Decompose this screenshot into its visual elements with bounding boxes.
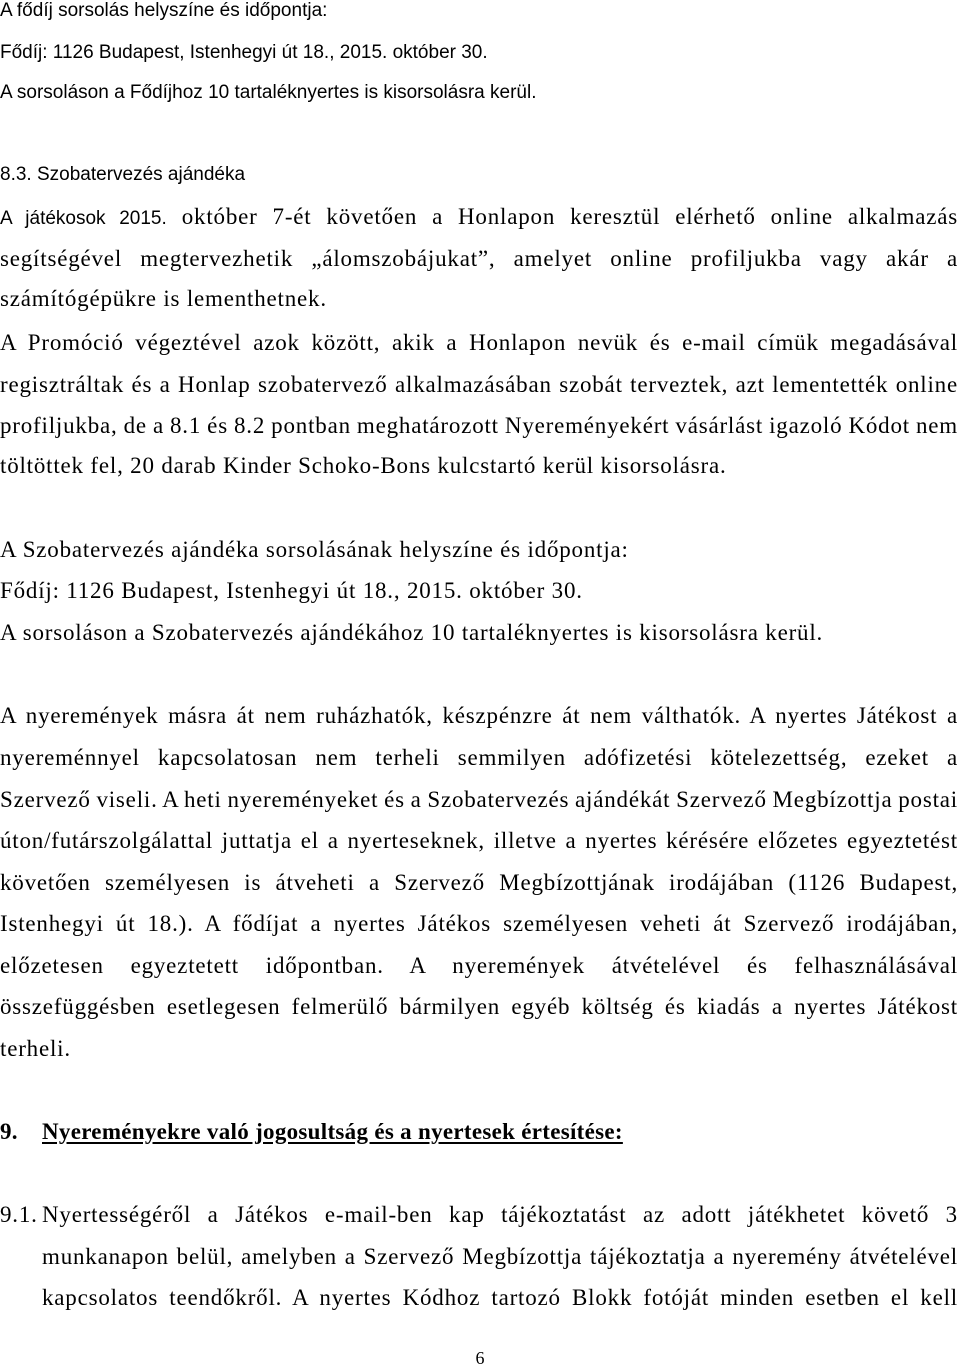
text-line: profiljukba, de a 8.1 és 8.2 pontban meghatározott Nyereményekért vásárlást igazoló Kódot nem (0, 412, 958, 438)
text-line: Istenhegyi út 18.). A fődíjat a nyertes Játékos személyesen veheti át Szervező irodájában, (0, 910, 958, 936)
page-number: 6 (475, 1348, 485, 1368)
text-line: Nyertességéről a Játékos e-mail-ben kap tájékoztatást az adott játékhetet követő 3 (42, 1201, 958, 1227)
text-line: munkanapon belül, amelyben a Szervező Megbízottja tájékoztatja a nyeremény átvételével (42, 1243, 958, 1269)
text-line: Szervező viseli. A heti nyereményeket és a Szobatervezés ajándékát Szervező Megbízottja postai (0, 786, 958, 812)
section-number: 9. (0, 1118, 18, 1144)
draw-heading: A fődíj sorsolás helyszíne és időpontja: (0, 0, 328, 21)
text-segment: október 7-ét követően a Honlapon keresztül elérhető online alkalmazás (181, 203, 958, 229)
text-line: összefüggésben esetlegesen felmerülő bármilyen egyéb költség és kiadás a nyertes Játékost (0, 993, 958, 1019)
text-line: előzetesen egyeztetett időpontban. A nyeremények átvételével és felhasználásával (0, 952, 958, 978)
text-line: kapcsolatos teendőkről. A nyertes Kódhoz tartozó Blokk fotóját minden esetben el kell (42, 1284, 958, 1310)
section-title: 8.3. Szobatervezés ajándéka (0, 163, 246, 185)
subsection-number: 9.1. (0, 1201, 38, 1227)
text-line (0, 196, 958, 237)
text-segment: A játékosok 2015. (0, 207, 167, 229)
draw-location: Fődíj: 1126 Budapest, Istenhegyi út 18., 2015. október 30. (0, 41, 488, 63)
text-line: A nyeremények másra át nem ruházhatók, készpénzre át nem válthatók. A nyertes Játékost a (0, 702, 958, 728)
text-line: terheli. (0, 1035, 71, 1061)
text-line: regisztráltak és a Honlap szobatervező alkalmazásában szobát terveztek, azt lementették online (0, 371, 958, 397)
draw-reserve-note: A sorsoláson a Szobatervezés ajándékához 10 tartaléknyertes is kisorsolásra kerül. (0, 619, 824, 645)
draw-location: Fődíj: 1126 Budapest, Istenhegyi út 18., 2015. október 30. (0, 577, 583, 603)
text-line: A Promóció végeztével azok között, akik a Honlapon nevük és e-mail címük megadásával (0, 329, 958, 355)
section-title (42, 1111, 958, 1152)
text-line: számítógépükre is lementhetnek. (0, 285, 327, 311)
text-line: követően személyesen is átveheti a Szervező Megbízottjának irodájában (1126 Budapest, (0, 869, 958, 895)
section-title-text: Nyereményekre való jogosultság és a nyertesek értesítése: (42, 1118, 623, 1144)
draw-heading: A Szobatervezés ajándéka sorsolásának helyszíne és időpontja: (0, 536, 629, 562)
text-line: töltöttek fel, 20 darab Kinder Schoko-Bons kulcstartó kerül kisorsolásra. (0, 452, 727, 478)
text-line: nyereménnyel kapcsolatosan nem terheli semmilyen adófizetési kötelezettség, ezeket a (0, 744, 958, 770)
draw-reserve-note: A sorsoláson a Fődíjhoz 10 tartaléknyertes is kisorsolásra kerül. (0, 81, 537, 103)
text-line: segítségével megtervezhetik „álomszobájukat”, amelyet online profiljukba vagy akár a (0, 245, 958, 271)
text-line: úton/futárszolgálattal juttatja el a nyerteseknek, illetve a nyertes kérésére előzetes egyeztetést (0, 827, 958, 853)
